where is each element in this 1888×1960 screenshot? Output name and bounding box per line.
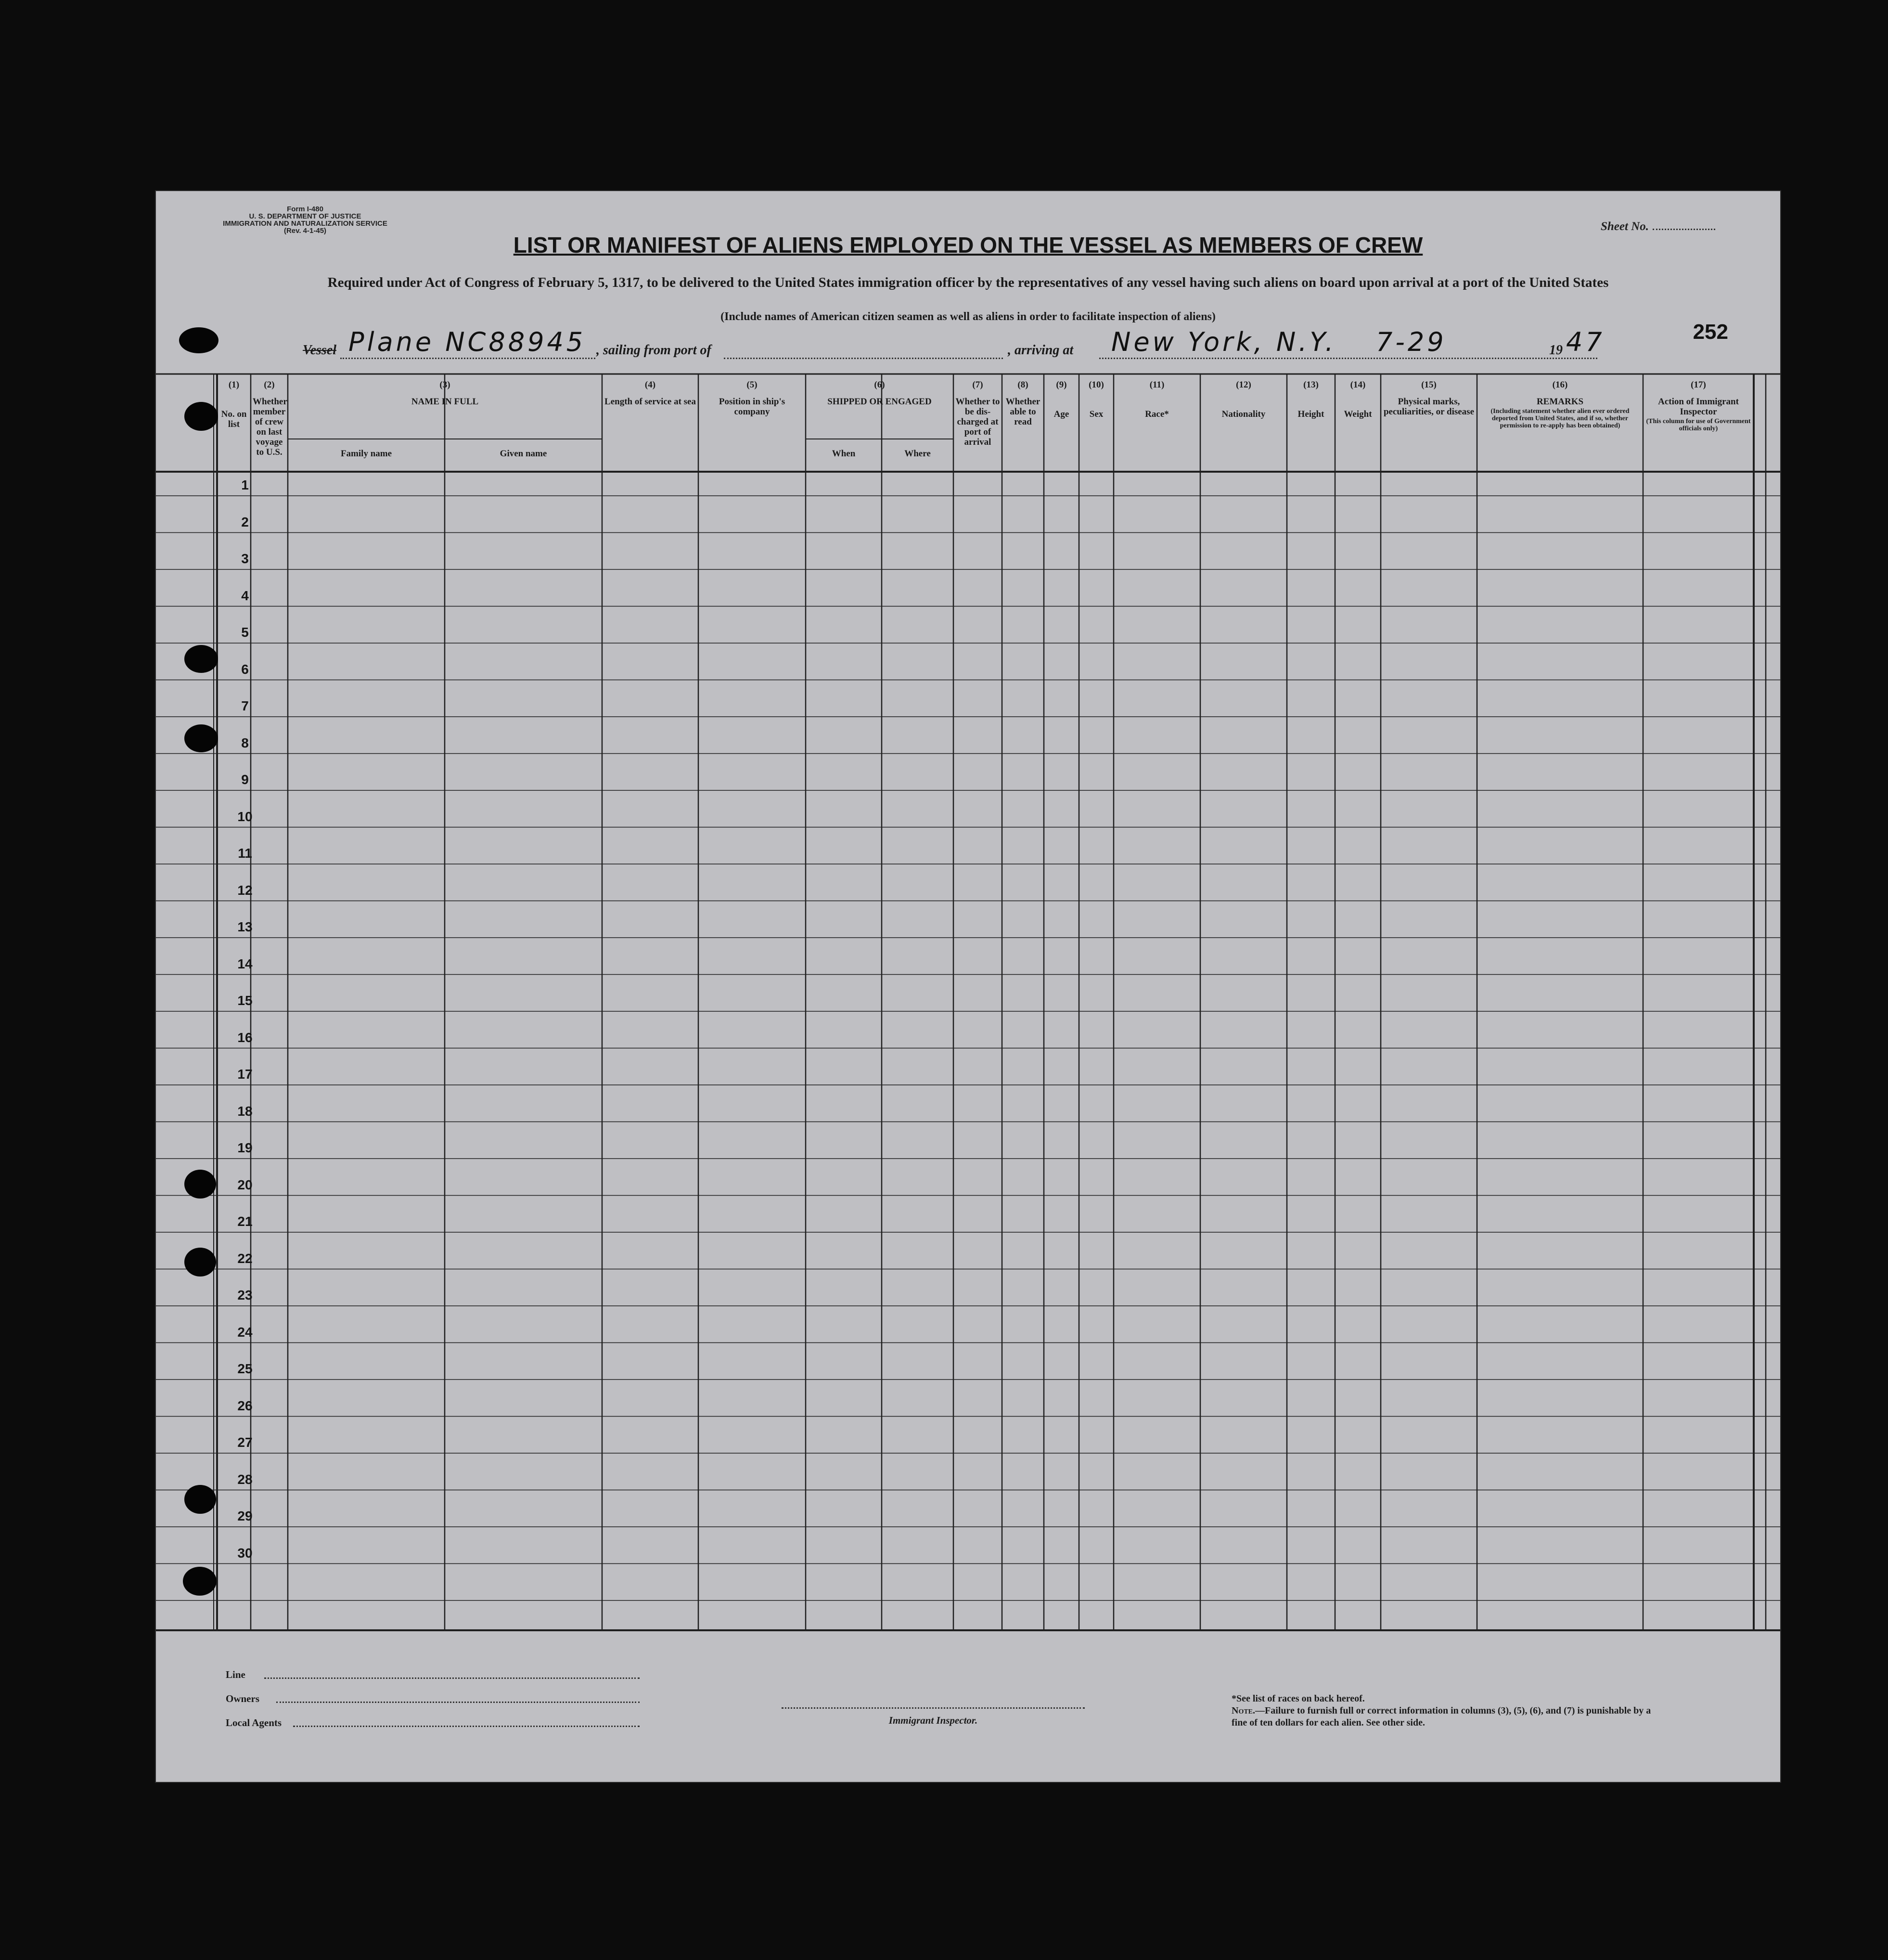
row-number: 18	[237, 1103, 253, 1119]
department-name: U. S. DEPARTMENT OF JUSTICE	[249, 212, 361, 220]
document-title: LIST OR MANIFEST OF ALIENS EMPLOYED ON THE VESSEL AS MEMBERS OF CREW	[513, 232, 1423, 258]
column-number: (1)	[228, 380, 240, 390]
column-number: (6)	[874, 380, 885, 390]
form-revision: (Rev. 4-1-45)	[283, 227, 327, 235]
column-label: Physical marks, peculiarities, or disease	[1383, 397, 1475, 417]
column-sublabel: (This column for use of Government officials only)	[1646, 418, 1751, 432]
column-number: (4)	[644, 380, 656, 390]
column-subheader: Family name	[340, 449, 392, 459]
row-number: 19	[237, 1140, 253, 1155]
page-number-stamp: 252	[1693, 320, 1728, 344]
column-number: (2)	[264, 380, 275, 390]
row-number: 22	[237, 1251, 253, 1266]
column-label: Whether to be dis-charged at port of arrival	[955, 397, 1000, 447]
binder-hole	[184, 402, 218, 431]
column-header	[1202, 380, 1285, 419]
inspector-label: Immigrant Inspector.	[888, 1715, 978, 1726]
row-number: 7	[241, 698, 249, 713]
column-number: (3)	[439, 380, 450, 390]
column-header	[1004, 380, 1042, 427]
column-number: (10)	[1089, 380, 1104, 390]
row-number: 20	[237, 1177, 253, 1192]
row-number: 11	[238, 846, 252, 861]
column-label: Position in ship's company	[719, 397, 785, 417]
column-number: (12)	[1236, 380, 1251, 390]
penalty-note	[1232, 1705, 1665, 1729]
column-header	[808, 380, 951, 407]
binder-hole	[183, 1567, 217, 1596]
column-label: Height	[1297, 409, 1324, 419]
vessel-label: Vessel	[303, 343, 336, 358]
column-label: Length of service at sea	[604, 397, 696, 407]
sailing-label: , sailing from port of	[596, 343, 711, 358]
row-number: 9	[241, 772, 249, 787]
note-text: —Failure to furnish full or correct information in columns (3), (5), (6), and (7) is punishable by a fine of ten dollars for each alien. See other side.	[1232, 1705, 1651, 1728]
arriving-handwritten: New York, N.Y.	[1111, 327, 1336, 357]
column-label: Action of Immigrant Inspector	[1658, 397, 1739, 417]
binder-hole	[184, 724, 218, 752]
column-header	[1289, 380, 1333, 419]
row-number: 29	[237, 1509, 253, 1523]
date-handwritten: 7-29	[1376, 327, 1447, 357]
column-number: (14)	[1350, 380, 1366, 390]
column-header	[1479, 380, 1641, 429]
note-label: Note.	[1232, 1705, 1256, 1716]
owners-blank	[276, 1702, 640, 1703]
column-header	[1046, 380, 1077, 419]
row-number: 28	[237, 1471, 253, 1487]
form-number: Form I-480	[287, 205, 323, 213]
row-number: 24	[237, 1324, 253, 1340]
row-number: 10	[237, 809, 253, 824]
column-label: Weight	[1344, 409, 1372, 419]
row-number: 3	[241, 551, 249, 566]
row-number: 16	[237, 1030, 253, 1045]
sheet-number-label: Sheet No.	[1601, 220, 1649, 233]
year-prefix: 19	[1549, 343, 1563, 358]
row-number: 30	[237, 1545, 253, 1560]
column-header	[1383, 380, 1475, 417]
line-blank	[264, 1677, 640, 1679]
column-header	[219, 380, 249, 429]
legal-requirement-text: Required under Act of Congress of February 5, 1317, to be delivered to the United States immigration officer by the representatives of any vessel having such aliens on board upon arrival at a port of the United States	[327, 275, 1609, 290]
include-note: (Include names of American citizen seamen as well as aliens in order to facilitate inspection of aliens)	[720, 310, 1216, 323]
column-number: (7)	[972, 380, 983, 390]
service-name: IMMIGRATION AND NATURALIZATION SERVICE	[223, 219, 387, 228]
row-number: 12	[237, 882, 253, 898]
binder-hole	[184, 645, 218, 673]
column-label: NAME IN FULL	[411, 397, 479, 407]
column-subheader: Given name	[500, 449, 547, 459]
line-label: Line	[226, 1669, 245, 1680]
column-header	[604, 380, 696, 407]
row-number: 2	[241, 514, 249, 529]
row-number: 23	[237, 1288, 253, 1302]
row-number: 25	[237, 1361, 253, 1376]
column-number: (8)	[1017, 380, 1028, 390]
column-subheader: Where	[904, 449, 931, 459]
vessel-handwritten: Plane NC88945	[348, 327, 586, 357]
row-number: 17	[237, 1067, 253, 1082]
column-header	[290, 380, 600, 407]
row-number: 5	[241, 625, 249, 640]
binder-hole	[184, 1485, 216, 1514]
row-number: 27	[237, 1435, 253, 1450]
column-header	[1081, 380, 1112, 419]
races-note: *See list of races on back hereof.	[1232, 1693, 1365, 1704]
column-label: No. on list	[221, 409, 247, 429]
column-number: (9)	[1056, 380, 1067, 390]
owners-label: Owners	[226, 1693, 259, 1704]
column-header	[253, 380, 286, 457]
binder-hole	[184, 1248, 216, 1277]
column-label: Whether able to read	[1005, 397, 1040, 427]
column-subheader: When	[832, 449, 856, 459]
year-handwritten: 47	[1566, 327, 1605, 357]
row-number: 8	[241, 735, 249, 750]
column-label: SHIPPED OR ENGAGED	[827, 397, 932, 407]
column-header	[1645, 380, 1752, 432]
column-header	[955, 380, 1000, 447]
row-number: 13	[237, 919, 253, 934]
column-header	[700, 380, 804, 417]
column-label: Age	[1053, 409, 1069, 419]
column-label: Race*	[1145, 409, 1169, 419]
binder-hole	[179, 327, 218, 353]
local-agents-blank	[293, 1726, 640, 1727]
row-number: 4	[241, 588, 249, 603]
row-number: 14	[237, 956, 253, 971]
local-agents-label: Local Agents	[226, 1717, 282, 1728]
column-header	[1116, 380, 1198, 419]
column-number: (15)	[1421, 380, 1437, 390]
column-label: REMARKS	[1536, 397, 1584, 407]
binder-hole	[184, 1170, 216, 1199]
column-label: Nationality	[1221, 409, 1266, 419]
column-sublabel: (Including statement whether alien ever ordered deported from United States, and if so, whether permission to re-apply has been obtained)	[1490, 408, 1630, 429]
row-number: 1	[241, 477, 249, 492]
column-number: (16)	[1552, 380, 1568, 390]
column-number: (17)	[1691, 380, 1706, 390]
column-label: Whether member of crew on last voyage to U.S.	[253, 397, 287, 457]
row-number: 6	[241, 661, 249, 677]
row-number: 15	[237, 993, 253, 1008]
manifest-sheet	[155, 190, 1781, 1783]
column-number: (13)	[1303, 380, 1319, 390]
arriving-label: , arriving at	[1008, 343, 1074, 358]
inspector-signature-blank	[782, 1707, 1085, 1709]
row-number: 26	[237, 1398, 253, 1413]
column-number: (5)	[746, 380, 758, 390]
column-label: Sex	[1089, 409, 1104, 419]
column-number: (11)	[1149, 380, 1165, 390]
row-number: 21	[237, 1214, 253, 1229]
column-header	[1337, 380, 1379, 419]
